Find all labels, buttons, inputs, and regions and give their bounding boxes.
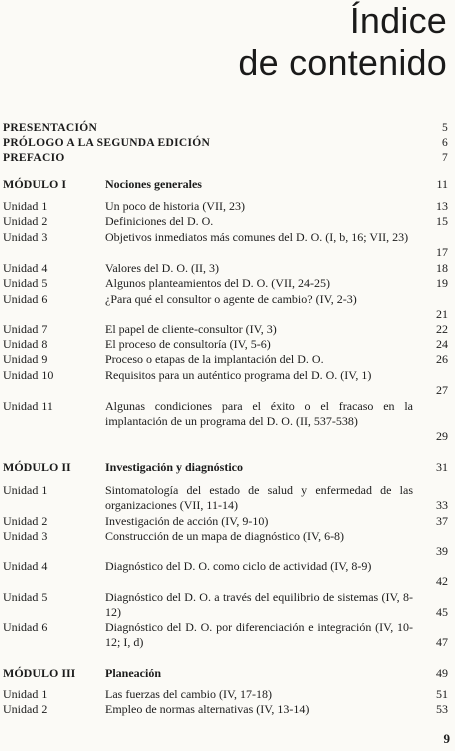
toc-entry-title: PRÓLOGO A LA SEGUNDA EDICIÓN <box>3 137 211 149</box>
unit-page: 42 <box>436 574 448 588</box>
unit-title: Algunos planteamientos del D. O. (VII, 24-25) <box>105 276 330 290</box>
unit-label: Unidad 1 <box>3 483 48 497</box>
unit-page: 29 <box>436 429 448 443</box>
unit-label: Unidad 3 <box>3 230 48 244</box>
unit-label: Unidad 1 <box>3 199 48 213</box>
unit-page: 33 <box>436 498 448 512</box>
unit-label: Unidad 3 <box>3 529 48 543</box>
unit-title: Definiciones del D. O. <box>105 214 214 228</box>
unit-page: 47 <box>436 635 448 649</box>
unit-label: Unidad 6 <box>3 620 48 634</box>
unit-page: 17 <box>436 245 448 259</box>
module-title: Investigación y diagnóstico <box>105 460 244 474</box>
module-title: Nociones generales <box>105 177 202 191</box>
page-title <box>238 0 447 84</box>
unit-page: 15 <box>436 214 448 228</box>
unit-title: Las fuerzas del cambio (IV, 17-18) <box>105 687 273 701</box>
unit-page: 22 <box>436 322 448 336</box>
page-number: 9 <box>443 731 450 746</box>
unit-title: Diagnóstico del D. O. como ciclo de actividad (IV, 8-9) <box>105 559 372 573</box>
toc-entry-page: 6 <box>441 137 448 149</box>
unit-page: 19 <box>436 276 448 290</box>
module-label: MÓDULO I <box>3 177 66 191</box>
toc-entry-page: 7 <box>441 152 448 164</box>
unit-page: 21 <box>436 307 448 321</box>
module-page: 49 <box>436 666 448 680</box>
unit-title: Proceso o etapas de la implantación del D. O. <box>105 352 324 366</box>
toc-entry-page: 5 <box>441 122 448 134</box>
unit-page: 51 <box>436 687 448 701</box>
module-label: MÓDULO III <box>3 666 76 680</box>
unit-title: Investigación de acción (IV, 9-10) <box>105 514 269 528</box>
unit-title: Algunas condiciones para el éxito o el fracaso en la implantación de un programa del D. O. (II, 537-538) <box>105 399 413 428</box>
unit-label: Unidad 9 <box>3 352 48 366</box>
unit-title: Construcción de un mapa de diagnóstico (IV, 6-8) <box>105 529 345 543</box>
unit-label: Unidad 2 <box>3 514 48 528</box>
unit-title: Diagnóstico del D. O. por diferenciación e integración (IV, 10-12; I, d) <box>105 620 413 649</box>
unit-page: 37 <box>436 514 448 528</box>
unit-label: Unidad 2 <box>3 702 48 716</box>
unit-title: El papel de cliente-consultor (IV, 3) <box>105 322 277 336</box>
unit-label: Unidad 11 <box>3 399 53 413</box>
module-page: 11 <box>436 177 448 191</box>
unit-label: Unidad 5 <box>3 276 48 290</box>
unit-label: Unidad 1 <box>3 687 48 701</box>
unit-label: Unidad 8 <box>3 337 48 351</box>
unit-title: Empleo de normas alternativas (IV, 13-14) <box>105 702 310 716</box>
module-title: Planeación <box>105 666 161 680</box>
unit-page: 53 <box>436 702 448 716</box>
module-label: MÓDULO II <box>3 460 71 474</box>
unit-title: Objetivos inmediatos más comunes del D. O. (I, b, 16; VII, 23) <box>105 230 409 244</box>
unit-title: Valores del D. O. (II, 3) <box>105 261 219 275</box>
unit-title: Diagnóstico del D. O. a través del equilibrio de sistemas (IV, 8-12) <box>105 590 413 619</box>
unit-page: 27 <box>436 383 448 397</box>
unit-page: 39 <box>436 544 448 558</box>
unit-label: Unidad 2 <box>3 214 48 228</box>
unit-label: Unidad 10 <box>3 368 54 382</box>
unit-label: Unidad 4 <box>3 559 48 573</box>
unit-page: 26 <box>436 352 448 366</box>
unit-label: Unidad 7 <box>3 322 48 336</box>
unit-page: 45 <box>436 605 448 619</box>
unit-title: ¿Para qué el consultor o agente de cambio? (IV, 2-3) <box>105 292 357 306</box>
unit-label: Unidad 5 <box>3 590 48 604</box>
unit-label: Unidad 4 <box>3 261 48 275</box>
unit-page: 13 <box>436 199 448 213</box>
toc-entry-title: PRESENTACIÓN <box>3 122 98 134</box>
title-line-1: Índice <box>349 0 447 41</box>
unit-title: Un poco de historia (VII, 23) <box>105 199 245 213</box>
toc-entry-title: PREFACIO <box>3 152 65 164</box>
module-page: 31 <box>436 460 448 474</box>
unit-page: 18 <box>436 261 448 275</box>
unit-title: Sintomatología del estado de salud y enfermedad de las organizaciones (VII, 11-14) <box>105 483 413 512</box>
title-line-2: de contenido <box>238 42 447 83</box>
unit-page: 24 <box>436 337 448 351</box>
unit-label: Unidad 6 <box>3 292 48 306</box>
unit-title: Requisitos para un auténtico programa del D. O. (IV, 1) <box>105 368 372 382</box>
unit-title: El proceso de consultoría (IV, 5-6) <box>105 337 271 351</box>
